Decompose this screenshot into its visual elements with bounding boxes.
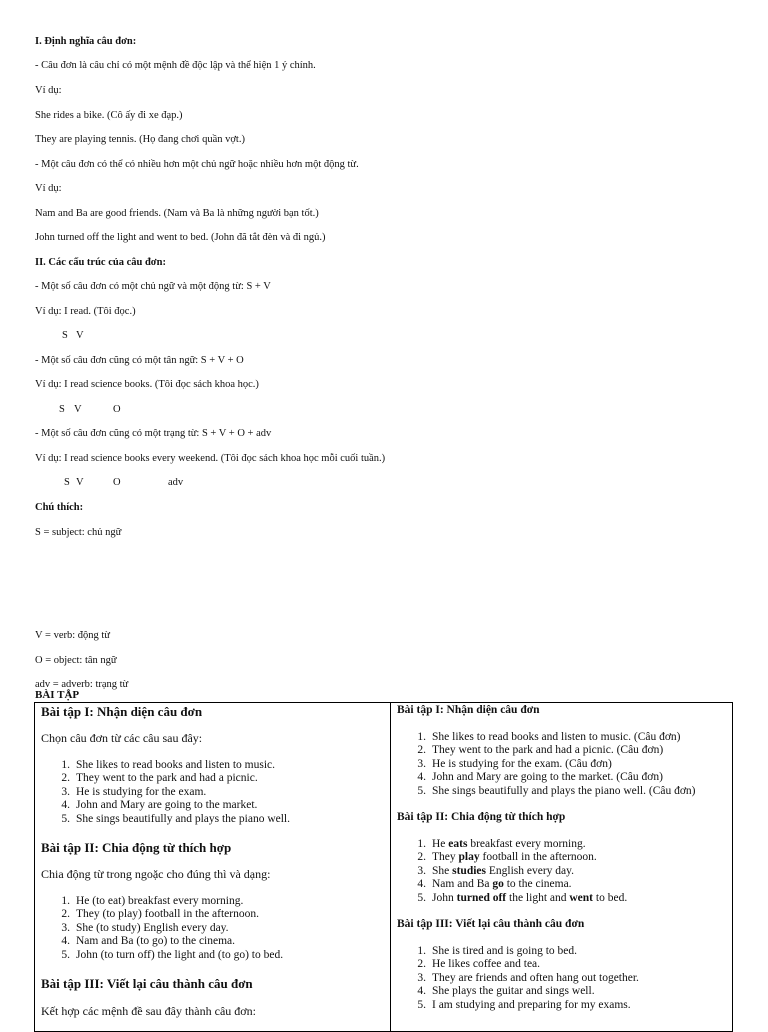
section-2-heading: II. Các cấu trúc của câu đơn: <box>35 257 166 268</box>
list-item: 5. I am studying and preparing for my exams. <box>417 998 631 1011</box>
list-item: 2. They play football in the afternoon. <box>417 851 597 864</box>
example-label: Ví dụ: <box>35 85 62 96</box>
answer-3-heading: Bài tập III: Viết lại câu thành câu đơn <box>397 918 585 930</box>
list-item: 5. John turned off the light and went to bed. <box>417 891 628 904</box>
note-subject: S = subject: chủ ngữ <box>35 527 122 538</box>
column-divider <box>390 703 391 1031</box>
example-sentence: Nam and Ba are good friends. (Nam và Ba là những người bạn tốt.) <box>35 208 319 219</box>
label-o: O <box>113 404 121 415</box>
structure-1-example: Ví dụ: I read. (Tôi đọc.) <box>35 306 136 317</box>
note-verb: V = verb: động từ <box>35 630 110 641</box>
label-v: V <box>76 330 84 341</box>
example-sentence: John turned off the light and went to bed. (John đã tắt đèn và đi ngủ.) <box>35 232 326 243</box>
list-item: 3. She (to study) English every day. <box>61 921 229 934</box>
label-s: S <box>62 330 68 341</box>
list-item: 3. She studies English every day. <box>417 864 575 877</box>
list-item: 1. She likes to read books and listen to music. <box>61 759 275 771</box>
answer-1-list <box>397 731 696 798</box>
exercise-table <box>34 702 733 1032</box>
list-item: 4. She plays the guitar and sings well. <box>417 985 595 998</box>
exercise-2-instruction: Chia động từ trong ngoặc cho đúng thì và dạng: <box>41 867 271 881</box>
label-v: V <box>76 477 84 488</box>
note-object: O = object: tân ngữ <box>35 655 117 666</box>
exercise-1-heading: Bài tập I: Nhận diện câu đơn <box>41 704 203 719</box>
label-o: O <box>113 477 121 488</box>
example-sentence: She rides a bike. (Cô ấy đi xe đạp.) <box>35 110 183 121</box>
list-item: 3. They are friends and often hang out together. <box>417 971 639 984</box>
label-adv: adv <box>168 477 184 488</box>
list-item: 3. He is studying for the exam. <box>61 785 207 798</box>
example-sentence: They are playing tennis. (Họ đang chơi quần vợt.) <box>35 134 245 145</box>
structure-2-example: Ví dụ: I read science books. (Tôi đọc sách khoa học.) <box>35 379 259 390</box>
exercise-1-list <box>41 759 290 826</box>
exercise-2-heading: Bài tập II: Chia động từ thích hợp <box>41 840 232 855</box>
exercise-3-instruction: Kết hợp các mệnh đề sau đây thành câu đơn: <box>41 1004 256 1018</box>
label-v: V <box>74 404 82 415</box>
list-item: 1. She likes to read books and listen to music. (Câu đơn) <box>417 731 681 743</box>
list-item: 5. She sings beautifully and plays the piano well. <box>61 812 290 825</box>
structure-2: - Một số câu đơn cũng có một tân ngữ: S + V + O <box>35 355 244 366</box>
list-item: 4. John and Mary are going to the market. <box>61 799 258 812</box>
exercise-2-list <box>41 895 283 962</box>
list-item: 2. He likes coffee and tea. <box>417 958 541 971</box>
list-item: 2. They (to play) football in the afternoon. <box>61 908 259 921</box>
label-s: S <box>59 404 65 415</box>
list-item: 3. He is studying for the exam. (Câu đơn) <box>417 757 612 770</box>
list-item: 2. They went to the park and had a picnic. (Câu đơn) <box>417 744 664 757</box>
list-item: 5. She sings beautifully and plays the piano well. (Câu đơn) <box>417 784 696 797</box>
note-adverb: adv = adverb: trạng từ <box>35 679 129 690</box>
exercise-3-heading: Bài tập III: Viết lại câu thành câu đơn <box>41 976 253 991</box>
definition-2: - Một câu đơn có thể có nhiều hơn một chủ ngữ hoặc nhiều hơn một động từ. <box>35 159 359 170</box>
list-item: 1. She is tired and is going to bed. <box>417 945 578 957</box>
definition-1: - Câu đơn là câu chỉ có một mệnh đề độc lập và thể hiện 1 ý chính. <box>35 60 316 71</box>
note-heading: Chú thích: <box>35 502 84 513</box>
exercises-title: BÀI TẬP <box>35 689 80 701</box>
answer-3-list <box>397 945 639 1012</box>
structure-1: - Một số câu đơn có một chủ ngữ và một động từ: S + V <box>35 281 271 292</box>
list-item: 2. They went to the park and had a picnic. <box>61 772 258 785</box>
structure-3: - Một số câu đơn cũng có một trạng từ: S + V + O + adv <box>35 428 272 439</box>
list-item: 1. He (to eat) breakfast every morning. <box>61 895 244 907</box>
exercise-1-instruction: Chọn câu đơn từ các câu sau đây: <box>41 731 203 745</box>
structure-3-example: Ví dụ: I read science books every weekend. (Tôi đọc sách khoa học mỗi cuối tuần.) <box>35 453 386 464</box>
label-s: S <box>64 477 70 488</box>
list-item: 4. Nam and Ba go to the cinema. <box>417 878 572 891</box>
list-item: 4. Nam and Ba (to go) to the cinema. <box>61 935 236 948</box>
answer-2-heading: Bài tập II: Chia động từ thích hợp <box>397 811 566 823</box>
answer-2-list <box>397 838 627 905</box>
list-item: 5. John (to turn off) the light and (to go) to bed. <box>61 948 284 961</box>
answer-1-heading: Bài tập I: Nhận diện câu đơn <box>397 704 540 716</box>
list-item: 4. John and Mary are going to the market. (Câu đơn) <box>417 771 663 784</box>
list-item: 1. He eats breakfast every morning. <box>417 838 586 850</box>
section-1-heading: I. Định nghĩa câu đơn: <box>35 36 137 47</box>
example-label: Ví dụ: <box>35 183 62 194</box>
